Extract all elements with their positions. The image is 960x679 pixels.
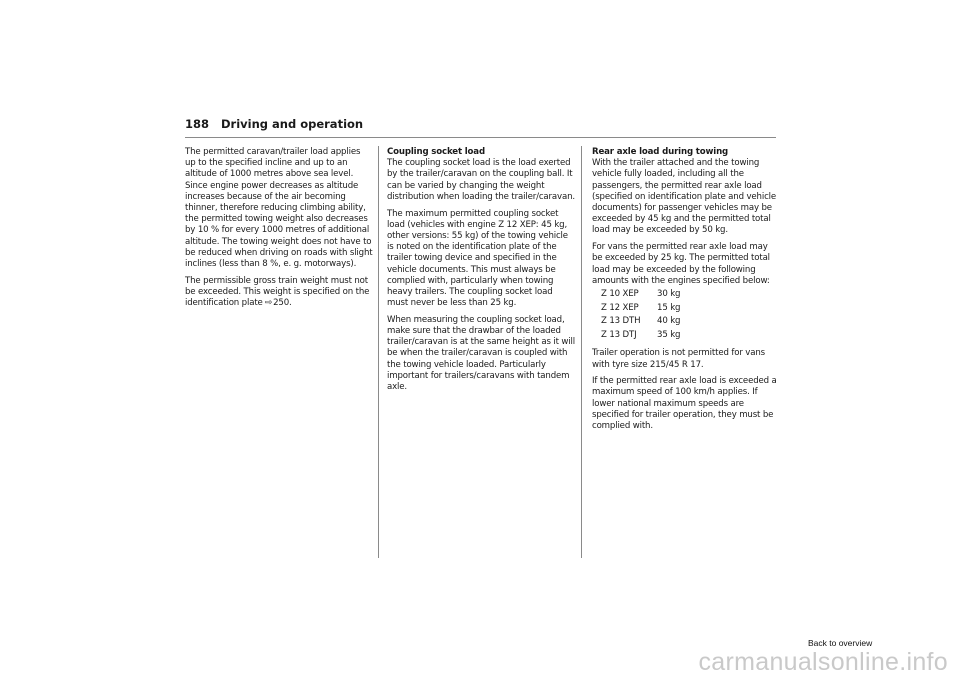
page-number: 188 bbox=[185, 117, 210, 131]
engine-table bbox=[601, 289, 680, 343]
page-header bbox=[185, 117, 775, 131]
amount-cell: 30 kg bbox=[657, 288, 681, 299]
rear-axle-paragraph-1 bbox=[592, 147, 778, 237]
text-column-3 bbox=[592, 147, 778, 438]
altitude-paragraph: The permitted caravan/trailer load applies up to the specified incline and up to an altitude of 1000 metres above sea level. Since engine power decreases as altitude increases because of the air becoming thinner, therefore reducing climbing ability, the permitted towing weight also decreases by 10 % for every 1000 metres of additional altitude. The towing weight does not have to be reduced when driving on roads with slight inclines (less than 8 %, e. g. motorways). bbox=[185, 147, 373, 270]
engine-cell: Z 13 DTJ bbox=[601, 329, 637, 340]
coupling-paragraph-1 bbox=[387, 147, 575, 203]
gross-weight-paragraph bbox=[185, 276, 373, 310]
text-column-1 bbox=[185, 147, 373, 315]
engine-cell: Z 13 DTH bbox=[601, 316, 641, 327]
coupling-paragraph-2: The maximum permitted coupling socket load (vehicles with engine Z 12 XEP: 45 kg, other versions: 55 kg) of the towing vehicle is noted on the identification plate of the trailer towing device and specified in the vehicle documents. This must always be complied with, particularly when towing heavy trailers. The coupling socket load must never be less than 25 kg. bbox=[387, 208, 568, 309]
table-row bbox=[601, 316, 680, 330]
table-row bbox=[601, 303, 680, 317]
section-title: Driving and operation bbox=[221, 117, 364, 131]
speed-paragraph: If the permitted rear axle load is exceeded a maximum speed of 100 km/h applies. If lower national maximum speeds are specified for trailer operation, they must be complied with. bbox=[592, 376, 777, 432]
amount-cell: 40 kg bbox=[657, 316, 681, 327]
gross-weight-text: The permissible gross train weight must not be exceeded. This weight is specified on the identification plate bbox=[185, 275, 370, 309]
table-row bbox=[601, 289, 680, 303]
tyre-paragraph: Trailer operation is not permitted for vans with tyre size 215/45 R 17. bbox=[592, 348, 765, 370]
column-divider-left bbox=[378, 146, 379, 558]
amount-cell: 35 kg bbox=[657, 329, 681, 340]
amount-cell: 15 kg bbox=[657, 302, 681, 313]
rear-axle-text-1: With the trailer attached and the towing vehicle fully loaded, including all the passengers, the permitted rear axle load (specified on identification plate and vehicle documents) for passenger vehicles may be exceeded by 45 kg and the permitted total load may be exceeded by 50 kg. bbox=[592, 158, 777, 236]
text-column-2 bbox=[387, 147, 575, 399]
engine-cell: Z 10 XEP bbox=[601, 288, 639, 299]
engine-cell: Z 12 XEP bbox=[601, 302, 639, 313]
coupling-heading: Coupling socket load bbox=[387, 147, 485, 157]
vans-paragraph: For vans the permitted rear axle load may be exceeded by 25 kg. The permitted total load may be exceeded by the following amounts with the engines specified below: bbox=[592, 242, 770, 286]
coupling-paragraph-3: When measuring the coupling socket load, make sure that the drawbar of the loaded trailer/caravan is at the same height as it will be when the trailer/caravan is coupled with the towing vehicle loaded. Particularly important for trailers/caravans with tandem axle. bbox=[387, 314, 575, 393]
site-watermark: carmanualsonline.info bbox=[698, 648, 948, 676]
column-divider-right bbox=[581, 146, 582, 558]
page-reference-arrow-icon: ⇨ bbox=[264, 298, 273, 309]
coupling-text-1: The coupling socket load is the load exerted by the trailer/caravan on the coupling ball. It can be varied by changing the weight distribution when loading the trailer/caravan. bbox=[387, 158, 575, 202]
table-row bbox=[601, 330, 680, 344]
rear-axle-heading: Rear axle load during towing bbox=[592, 147, 729, 157]
page-reference-link[interactable]: 250. bbox=[273, 298, 292, 309]
header-rule bbox=[185, 137, 776, 138]
back-to-overview-link[interactable]: Back to overview bbox=[808, 638, 873, 648]
